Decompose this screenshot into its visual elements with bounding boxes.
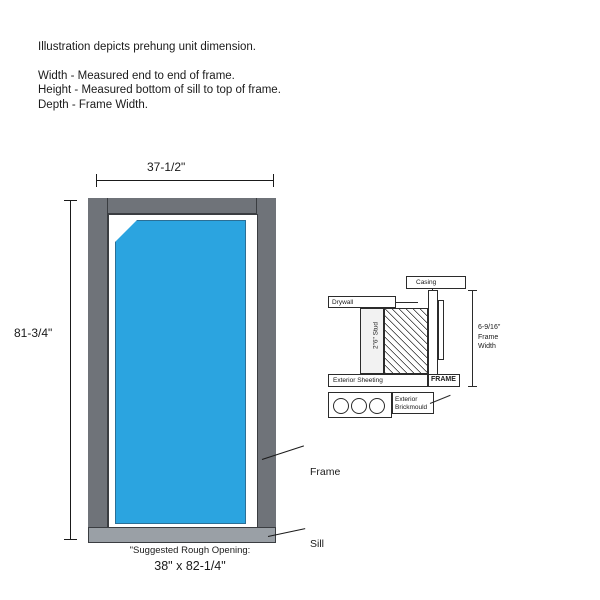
frame-width-caption-1: Frame: [478, 334, 499, 341]
frame-word-label: FRAME: [431, 376, 456, 383]
frame-callout-label: Frame: [310, 466, 341, 478]
frame-width-dimension-line: [472, 290, 473, 387]
intro-line-width: Width - Measured end to end of frame.: [38, 69, 235, 82]
frame-width-caption-2: Width: [478, 343, 496, 350]
door-frame-right-jamb: [256, 198, 276, 543]
stud-label: 2"6" Stud: [372, 321, 380, 350]
door-frame-left-jamb: [88, 198, 108, 543]
frame-width-value: 6-9/16": [478, 324, 501, 331]
stop-member: [438, 300, 444, 360]
brickmould-circle-3: [369, 398, 385, 414]
width-dimension-label: 37-1/2": [147, 160, 186, 174]
door-frame-head: [88, 198, 276, 214]
exterior-sheeting-label: Exterior Sheeting: [333, 377, 383, 384]
brickmould-circle-1: [333, 398, 349, 414]
intro-line-height: Height - Measured bottom of sill to top of frame.: [38, 84, 281, 96]
jamb-member: [428, 290, 438, 378]
width-dimension-line: [96, 180, 274, 181]
rough-opening-value: 38" x 82-1/4": [154, 558, 226, 573]
door-slab-glass: [115, 220, 246, 524]
rough-opening-note: [95, 545, 285, 575]
exterior-brickmould-label-1: Exterior: [395, 396, 418, 403]
stud-hatch: [384, 308, 428, 374]
height-dimension-label: 81-3/4": [14, 326, 53, 340]
height-dimension-line: [70, 200, 71, 540]
rough-opening-caption: "Suggested Rough Opening:: [129, 545, 251, 556]
wall-cross-section-detail: [320, 272, 520, 432]
brickmould-circle-2: [351, 398, 367, 414]
exterior-brickmould-label-2: Brickmould: [395, 404, 428, 411]
intro-text-block: [38, 42, 281, 114]
sill-callout-label: Sill: [310, 538, 325, 550]
intro-line-depth: Depth - Frame Width.: [38, 98, 148, 111]
door-sill: [88, 527, 276, 543]
drywall-label: Drywall: [332, 299, 354, 306]
casing-label: Casing: [416, 279, 437, 286]
intro-lead: Illustration depicts prehung unit dimension.: [38, 41, 256, 53]
